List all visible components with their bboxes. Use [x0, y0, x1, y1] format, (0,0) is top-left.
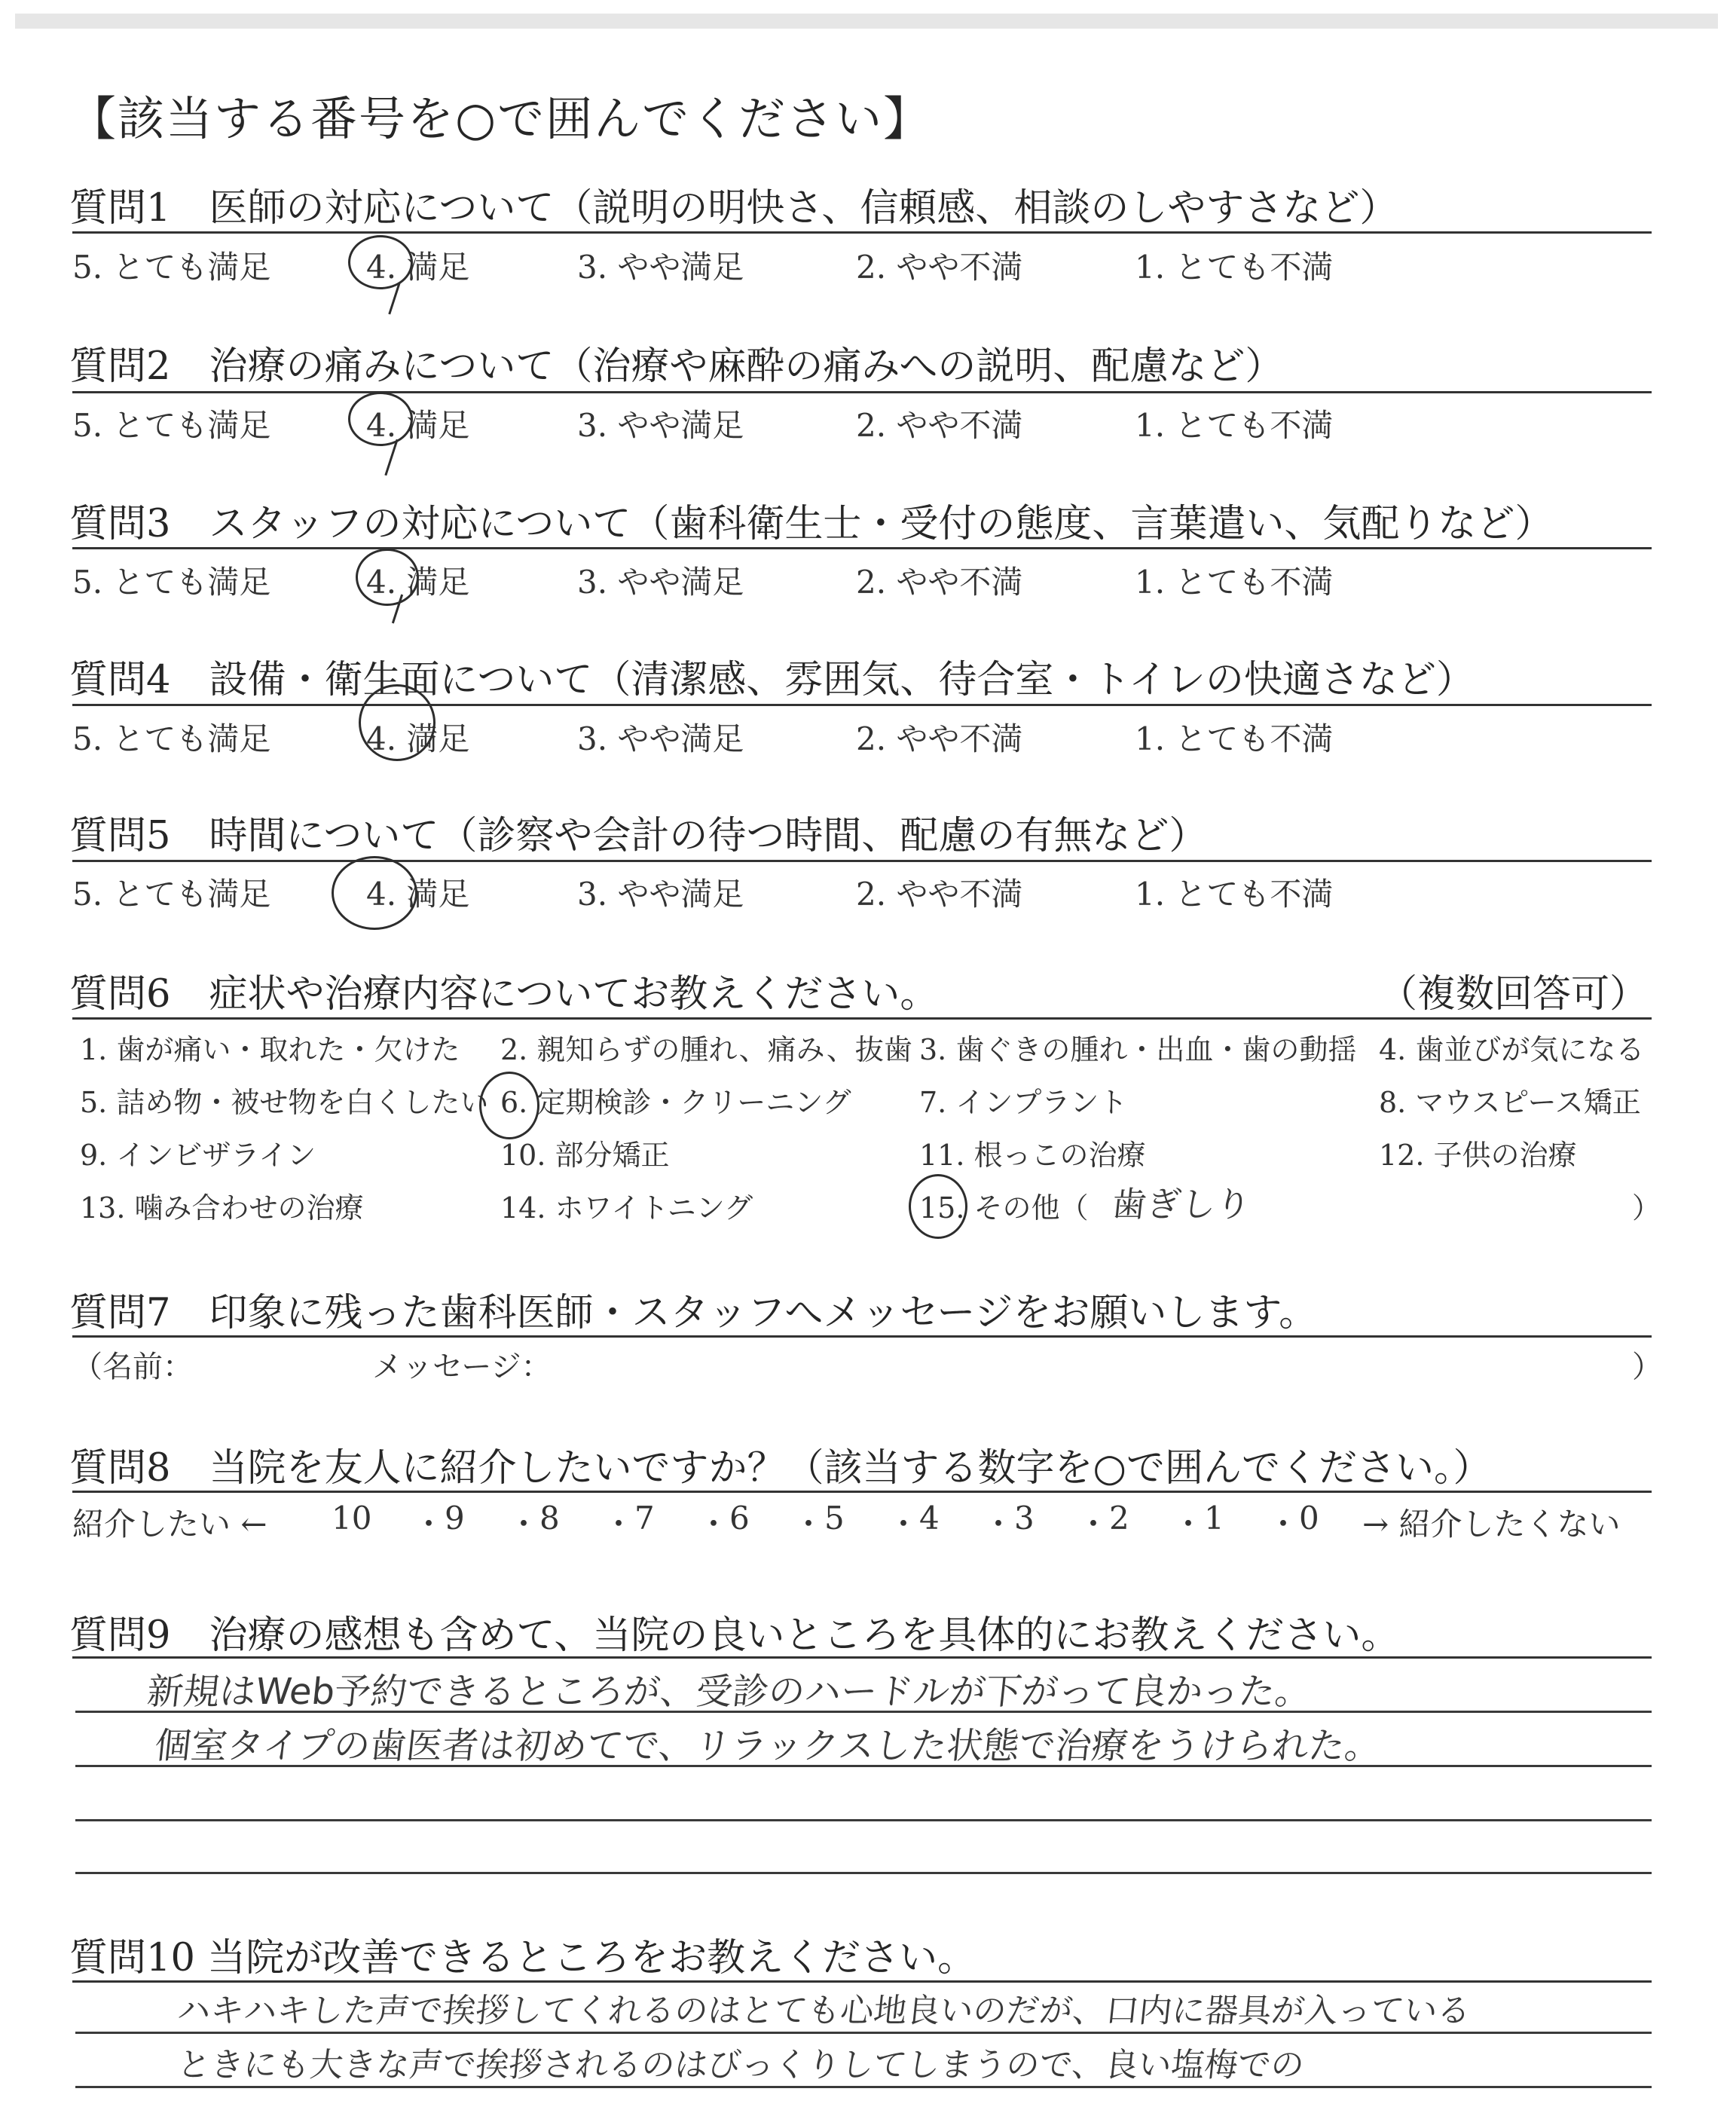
q3-selection-circle: [356, 549, 419, 606]
q1-rule: [72, 231, 1652, 234]
q2-title: 質問2 治療の痛みについて（治療や麻酔の痛みへの説明、配慮など）: [69, 344, 1284, 389]
q8-separator: ・: [413, 1506, 445, 1543]
q5-option-4[interactable]: 4. 満足: [366, 876, 470, 913]
q8-separator: ・: [698, 1506, 730, 1543]
q7-name-label: （名前：: [72, 1350, 193, 1384]
q4-title: 質問4 設備・衛生面について（清潔感、雰囲気、待合室・トイレの快適さなど）: [69, 658, 1475, 702]
q5-title: 質問5 時間について（診察や会計の待つ時間、配慮の有無など）: [69, 814, 1208, 858]
q8-separator: ・: [508, 1506, 540, 1543]
q8-score-1[interactable]: 1: [1204, 1500, 1224, 1537]
q6-option-1[interactable]: 1. 歯が痛い・取れた・欠けた: [80, 1033, 460, 1066]
q7-fields: [72, 1343, 1662, 1388]
q6-option-7[interactable]: 7. インプラント: [919, 1086, 1128, 1119]
q10-writing-line: [75, 2086, 1652, 2088]
q6-option-6[interactable]: 6. 定期検診・クリーニング: [500, 1086, 851, 1119]
q2-option-1[interactable]: 1. とても不満: [1135, 407, 1334, 444]
q2-option-3[interactable]: 3. やや満足: [577, 407, 744, 444]
q8-separator: ・: [888, 1506, 920, 1543]
q7-close-paren: ）: [1632, 1350, 1662, 1384]
q6-other-handwritten[interactable]: 歯ぎしり: [1109, 1184, 1253, 1225]
q1-selection-circle: [348, 235, 413, 289]
q1-title: 質問1 医師の対応について（説明の明快さ、信頼感、相談のしやすさなど）: [69, 186, 1398, 231]
q1-option-5[interactable]: 5. とても満足: [72, 249, 271, 286]
q4-options: [72, 714, 1655, 760]
q1-options: [72, 243, 1655, 288]
q6-option-2[interactable]: 2. 親知らずの腫れ、痛み、抜歯: [500, 1033, 912, 1066]
q8-score-10[interactable]: 10: [332, 1500, 372, 1537]
q6-other-close-paren: ）: [1632, 1191, 1661, 1225]
q3-option-1[interactable]: 1. とても不満: [1135, 564, 1334, 601]
q9-answer-line-2[interactable]: 個室タイプの歯医者は初めてで、リラックスした状態で治療をうけられた。: [152, 1725, 1383, 1767]
q8-separator: ・: [793, 1506, 825, 1543]
scan-top-edge: [15, 14, 1718, 29]
q5-options: [72, 870, 1655, 915]
q8-rule: [72, 1491, 1652, 1493]
q5-option-2[interactable]: 2. やや不満: [856, 876, 1023, 913]
q6-title: 質問6 症状や治療内容についてお教えください。: [69, 972, 939, 1017]
form-header: 【該当する番号を○で囲んでください】: [69, 91, 932, 146]
q1-option-2[interactable]: 2. やや不満: [856, 249, 1023, 286]
q8-separator: ・: [1077, 1506, 1110, 1543]
q6-option-10[interactable]: 10. 部分矯正: [500, 1139, 670, 1172]
q6-option-9[interactable]: 9. インビザライン: [80, 1139, 316, 1172]
q9-title: 質問9 治療の感想も含めて、当院の良いところを具体的にお教えください。: [69, 1613, 1400, 1658]
q5-option-5[interactable]: 5. とても満足: [72, 876, 271, 913]
q3-title: 質問3 スタッフの対応について（歯科衛生士・受付の態度、言葉遣い、気配りなど）: [69, 502, 1554, 546]
q8-score-6[interactable]: 6: [729, 1500, 750, 1537]
q6-option-15-circle: [909, 1174, 967, 1239]
q2-selection-circle: [348, 392, 413, 446]
q8-title: 質問8 当院を友人に紹介したいですか？（該当する数字を○で囲んでください。）: [69, 1446, 1492, 1491]
q8-scale: [72, 1500, 1655, 1545]
q9-writing-line: [75, 1765, 1652, 1767]
q8-score-2[interactable]: 2: [1109, 1500, 1129, 1537]
q6-option-8[interactable]: 8. マウスピース矯正: [1379, 1086, 1641, 1119]
q3-option-5[interactable]: 5. とても満足: [72, 564, 271, 601]
q8-separator: ・: [603, 1506, 635, 1543]
q9-writing-line: [75, 1872, 1652, 1874]
q10-answer-line-2[interactable]: ときにも大きな声で挨拶されるのはびっくりしてしまうので、良い塩梅での: [175, 2046, 1307, 2084]
q5-option-1[interactable]: 1. とても不満: [1135, 876, 1334, 913]
q8-separator: ・: [1172, 1506, 1205, 1543]
q8-score-0[interactable]: 0: [1299, 1500, 1319, 1537]
q7-rule: [72, 1335, 1652, 1338]
q2-option-5[interactable]: 5. とても満足: [72, 407, 271, 444]
q8-score-3[interactable]: 3: [1014, 1500, 1035, 1537]
q4-option-2[interactable]: 2. やや不満: [856, 720, 1023, 757]
q8-score-4[interactable]: 4: [919, 1500, 940, 1537]
q1-option-3[interactable]: 3. やや満足: [577, 249, 744, 286]
q6-option-11[interactable]: 11. 根っこの治療: [919, 1139, 1146, 1172]
q3-option-4[interactable]: 4. 満足: [366, 564, 470, 601]
q8-score-9[interactable]: 9: [445, 1500, 465, 1537]
q3-rule: [72, 547, 1652, 549]
q7-title: 質問7 印象に残った歯科医師・スタッフへメッセージをお願いします。: [69, 1291, 1318, 1335]
q6-option-6-circle: [479, 1072, 539, 1139]
q6-option-15[interactable]: 15. その他（: [919, 1191, 1089, 1225]
q2-options: [72, 401, 1655, 446]
q6-rule: [72, 1017, 1652, 1020]
q4-rule: [72, 704, 1652, 706]
q5-option-3[interactable]: 3. やや満足: [577, 876, 744, 913]
q8-separator: ・: [1267, 1506, 1300, 1543]
q8-right-label: → 紹介したくない: [1362, 1506, 1621, 1543]
q3-option-3[interactable]: 3. やや満足: [577, 564, 744, 601]
q10-writing-line: [75, 2032, 1652, 2034]
q6-option-13[interactable]: 13. 噛み合わせの治療: [80, 1191, 364, 1225]
q6-option-5[interactable]: 5. 詰め物・被せ物を白くしたい: [80, 1086, 489, 1119]
q9-rule: [72, 1656, 1652, 1659]
q9-writing-line: [75, 1819, 1652, 1821]
q10-answer-line-1[interactable]: ハキハキした声で挨拶してくれるのはとても心地良いのだが、口内に器具が入っている: [175, 1992, 1473, 2030]
q6-multiple-note: （複数回答可）: [1379, 972, 1649, 1017]
q10-rule: [72, 1980, 1652, 1983]
q2-rule: [72, 391, 1652, 393]
q2-option-2[interactable]: 2. やや不満: [856, 407, 1023, 444]
q4-option-4[interactable]: 4. 満足: [366, 720, 470, 757]
q1-option-4[interactable]: 4. 満足: [366, 249, 470, 286]
q6-option-14[interactable]: 14. ホワイトニング: [500, 1191, 753, 1225]
q5-selection-circle: [332, 856, 417, 930]
q4-option-3[interactable]: 3. やや満足: [577, 720, 744, 757]
q7-message-label: メッセージ：: [372, 1350, 552, 1384]
q8-score-5[interactable]: 5: [824, 1500, 845, 1537]
q3-option-2[interactable]: 2. やや不満: [856, 564, 1023, 601]
q8-score-8[interactable]: 8: [539, 1500, 560, 1537]
q4-option-5[interactable]: 5. とても満足: [72, 720, 271, 757]
q8-left-label: 紹介したい ←: [72, 1506, 267, 1543]
q6-options-grid: [72, 1026, 1661, 1237]
q9-answer-line-1[interactable]: 新規はWeb予約できるところが、受診のハードルが下がって良かった。: [145, 1671, 1314, 1713]
q5-rule: [72, 860, 1652, 862]
q8-score-7[interactable]: 7: [634, 1500, 655, 1537]
q4-selection-circle: [359, 684, 436, 761]
q3-options: [72, 558, 1655, 603]
q4-option-1[interactable]: 1. とても不満: [1135, 720, 1334, 757]
q6-option-4[interactable]: 4. 歯並びが気になる: [1379, 1033, 1645, 1066]
q6-option-12[interactable]: 12. 子供の治療: [1379, 1139, 1577, 1172]
q9-writing-line: [75, 1711, 1652, 1713]
q8-separator: ・: [983, 1506, 1015, 1543]
q6-option-3[interactable]: 3. 歯ぐきの腫れ・出血・歯の動揺: [919, 1033, 1357, 1066]
q1-option-1[interactable]: 1. とても不満: [1135, 249, 1334, 286]
q10-title: 質問10 当院が改善できるところをお教えください。: [69, 1936, 976, 1980]
q2-option-4[interactable]: 4. 満足: [366, 407, 470, 444]
